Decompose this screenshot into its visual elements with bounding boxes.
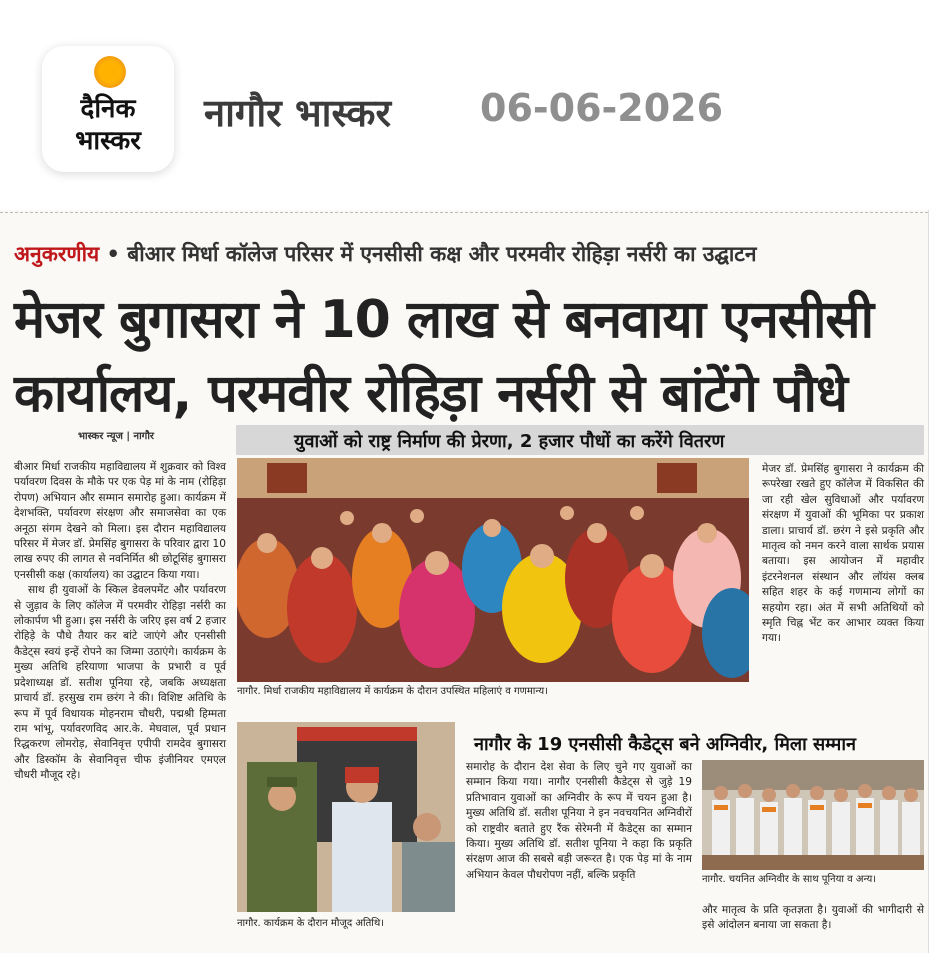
- photo1-caption: नागौर. मिर्धा राजकीय महाविद्यालय में कार्यक्रम के दौरान उपस्थित महिलाएं व गणमान्य।: [237, 686, 548, 697]
- audience-photo: [237, 458, 749, 682]
- middle-paragraph-2: और मातृत्व के प्रति कृतज्ञता है। युवाओं की भागीदारी से इसे आंदोलन बनाया जा सकता है।: [702, 904, 924, 932]
- middle-column-continued: [702, 903, 924, 934]
- adjacent-column-strip: [928, 210, 943, 953]
- right-column: [762, 462, 924, 647]
- left-paragraph-2: साथ ही युवाओं के स्किल डेवलपमेंट और पर्यावरण से जुड़ाव के लिए कॉलेज में परमवीर रोहिड़ा नर्सरी का लोकार्पण भी हुआ। इस नर्सरी के जरिए इस वर्ष 2 हजार रोहिड़े के पौधे तैयार कर बांटे जाएंगे और एनसीसी कैडेट्स स्वयं इन्हें रोपने का जिम्मा उठाएंगे। कार्यक्रम के मुख्य अतिथि हरियाणा भाजपा के प्रभारी व पूर्व प्रदेशाध्यक्ष डॉ. सतीश पूनिया रहे, जबकि अध्यक्षता प्राचार्य डॉ. हरसुख राम छरंग ने की। विशिष्ट अतिथि के रूप में पूर्व विधायक मोहनराम चौधरी, पद्मश्री हिम्मता राम भांभू, पर्यावरणविद आर.के. मेघवाल, पूर्व प्रधान रिद्धकरण लोमरोड़, सेवानिवृत्त एपीपी रामदेव बुगासरा और डिस्कॉम के सेवानिवृत्त चीफ इंजीनियर एमएल चौधरी मौजूद रहे।: [14, 584, 226, 782]
- kicker-label: अनुकरणीय: [14, 242, 100, 266]
- middle-column: [466, 760, 692, 883]
- agniveer-group-photo: [702, 760, 924, 870]
- logo-text-line1: दैनिक: [80, 94, 136, 124]
- logo-text-line2: भास्कर: [75, 126, 141, 156]
- kicker: [14, 240, 757, 268]
- subheading: युवाओं को राष्ट्र निर्माण की प्रेरणा, 2 हजार पौधों का करेंगे वितरण: [294, 431, 725, 452]
- subheading-bar: [236, 425, 924, 455]
- kicker-text: • बीआर मिर्धा कॉलेज परिसर में एनसीसी कक्ष और परमवीर रोहिड़ा नर्सरी का उद्घाटन: [106, 242, 757, 266]
- clipping-top-edge: [0, 212, 928, 217]
- headline-line1: मेजर बुगासरा ने 10 लाख से बनवाया एनसीसी: [14, 290, 874, 350]
- sun-icon: [94, 56, 126, 88]
- left-column: [14, 460, 226, 784]
- headline-line2: कार्यालय, परमवीर रोहिड़ा नर्सरी से बांटेंगे पौधे: [14, 364, 848, 424]
- dainik-bhaskar-logo: [42, 46, 174, 172]
- middle-paragraph: समारोह के दौरान देश सेवा के लिए चुने गए युवाओं का सम्मान किया गया। नागौर एनसीसी कैडेट्स से जुड़े 19 प्रतिभावान युवाओं का अग्निवीर के रूप में चयन हुआ है। मुख्य अतिथि डॉ. सतीश पूनिया ने इन नवचयनित अग्निवीरों को राष्ट्रवीर बताते हुए रैंक सेरेमनी में कैडेट्स का सम्मान किया। मुख्य अतिथि डॉ. सतीश पूनिया ने कहा कि प्रकृति संरक्षण आज की सबसे बड़ी जरूरत है। एक पेड़ मां के नाम अभियान केवल पौधरोपण नहीं, बल्कि प्रकृति: [466, 761, 692, 881]
- edition-name: नागौर भास्कर: [204, 91, 392, 135]
- right-paragraph: मेजर डॉ. प्रेमसिंह बुगासरा ने कार्यक्रम की रूपरेखा रखते हुए कॉलेज में विकसित की जा रही खेल सुविधाओं और पर्यावरण संरक्षण में युवाओं की भूमिका पर प्रकाश डाला। प्राचार्य डॉ. छरंग ने इसे प्रकृति और मातृत्व को नमन करने वाला सार्थक प्रयास बताया। इस आयोजन में महावीर इंटरनेशनल संस्थान और लॉयंस क्लब सहित शहर के कई गणमान्य लोगों का सहयोग रहा। अंत में सभी अतिथियों को स्मृति चिह्न भेंट कर आभार व्यक्त किया गया।: [762, 463, 924, 645]
- left-paragraph-1: बीआर मिर्धा राजकीय महाविद्यालय में शुक्रवार को विश्व पर्यावरण दिवस के मौके पर एक पेड़ मां के नाम (रोहिड़ा रोपण) अभियान और सम्मान समारोह हुआ। कार्यक्रम में देशभक्ति, पर्यावरण संरक्षण और समाजसेवा का एक अनूठा संगम देखने को मिला। इस दौरान महाविद्यालय परिसर में मेजर डॉ. प्रेमसिंह बुगासरा के परिवार द्वारा 10 लाख रुपए की लागत से नवनिर्मित श्री छोटूसिंह बुगासरा एनसीसी कक्ष (कार्यालय) का उद्घाटन किया गया।: [14, 461, 227, 581]
- byline: भास्कर न्यूज | नागौर: [78, 431, 154, 442]
- subheading-agniveer: नागौर के 19 एनसीसी कैडेट्स बने अग्निवीर, मिला सम्मान: [474, 734, 856, 755]
- photo2-caption: नागौर. कार्यक्रम के दौरान मौजूद अतिथि।: [237, 918, 385, 929]
- guests-photo: [237, 722, 455, 912]
- edition-date: 06-06-2026: [480, 86, 724, 130]
- photo3-caption: नागौर. चयनित अग्निवीर के साथ पूनिया व अन्य।: [702, 874, 877, 885]
